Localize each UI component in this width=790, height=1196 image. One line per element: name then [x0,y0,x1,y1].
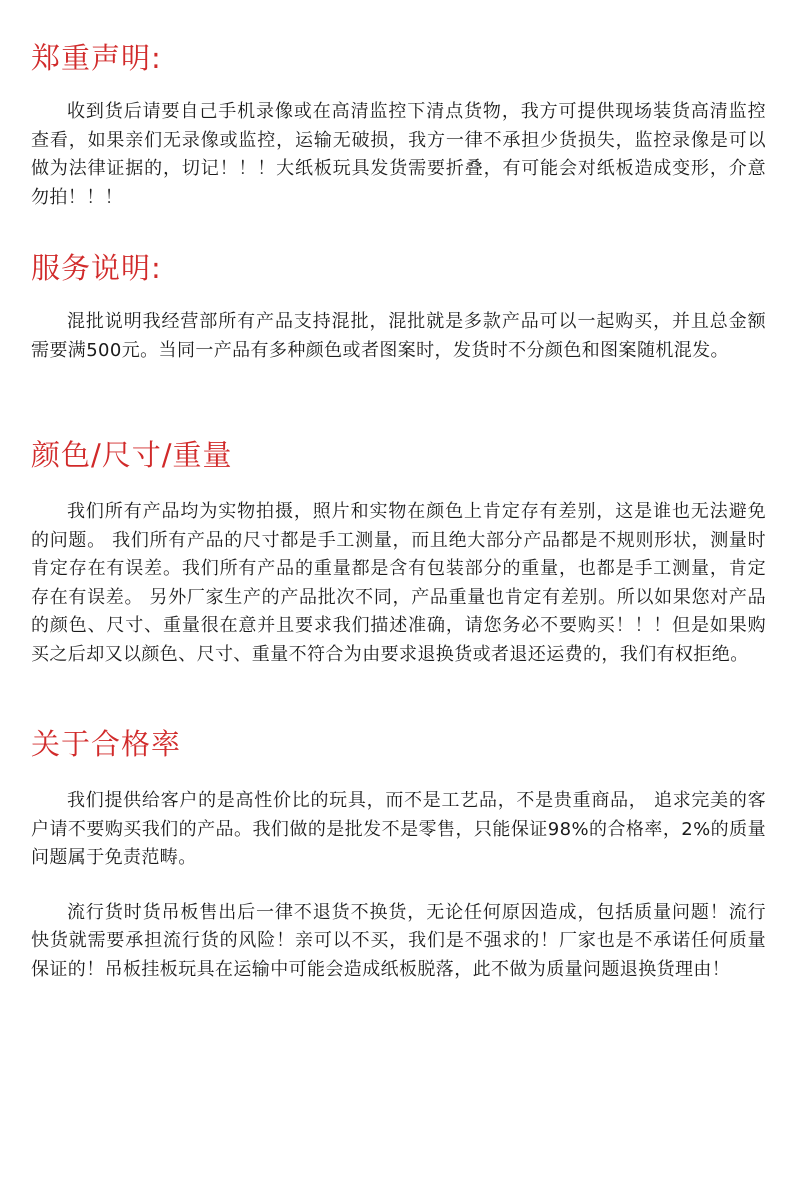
pass-rate-paragraph: 我们提供给客户的是高性价比的玩具，而不是工艺品，不是贵重商品， 追求完美的客户请不要购买我们的产品。我们做的是批发不是零售，只能保证98%的合格率，2%的质量问题属于免责范畴。 [31,790,766,868]
pass-rate-heading: 关于合格率 [31,727,182,761]
service-section [31,250,766,365]
service-heading: 服务说明: [31,251,162,285]
return-policy-paragraph: 流行货时货吊板售出后一律不退货不换货，无论任何原因造成，包括质量问题！流行快货就需要承担流行货的风险！亲可以不买，我们是不强求的！厂家也是不承诺任何质量保证的！吊板挂板玩具在运输中可能会造成纸板脱落，此不做为质量问题退换货理由！ [31,901,766,980]
notice-paragraph: 收到货后请要自己手机录像或在高清监控下清点货物，我方可提供现场装货高清监控查看，如果亲们无录像或监控，运输无破损，我方一律不承担少货损失，监控录像是可以做为法律证据的，切记！！！大纸板玩具发货需要折叠，有可能会对纸板造成变形，介意勿拍！！！ [31,101,766,208]
notice-section [31,40,766,212]
color-size-weight-paragraph: 我们所有产品均为实物拍摄，照片和实物在颜色上肯定存有差别，这是谁也无法避免的问题。 我们所有产品的尺寸都是手工测量，而且绝大部分产品都是不规则形状，测量时肯定存在有误差。我们所有产品的重量都是含有包装部分的重量，也都是手工测量，肯定存在有误差。 另外厂家生产的产品批次不同，产品重量也肯定有差别。所以如果您对产品的颜色、尺寸、重量很在意并且要求我们描述准确，请您务必不要购买！！！但是如果购买之后却又以颜色、尺寸、重量不符合为由要求退换货或者退还运费的，我们有权拒绝。 [31,501,766,665]
color-size-weight-section [31,437,766,669]
notice-heading: 郑重声明: [31,41,162,75]
service-paragraph: 混批说明我经营部所有产品支持混批，混批就是多款产品可以一起购买，并且总金额需要满500元。当同一产品有多种颜色或者图案时，发货时不分颜色和图案随机混发。 [31,311,766,361]
pass-rate-section [31,726,766,984]
color-size-weight-heading: 颜色/尺寸/重量 [31,438,233,472]
